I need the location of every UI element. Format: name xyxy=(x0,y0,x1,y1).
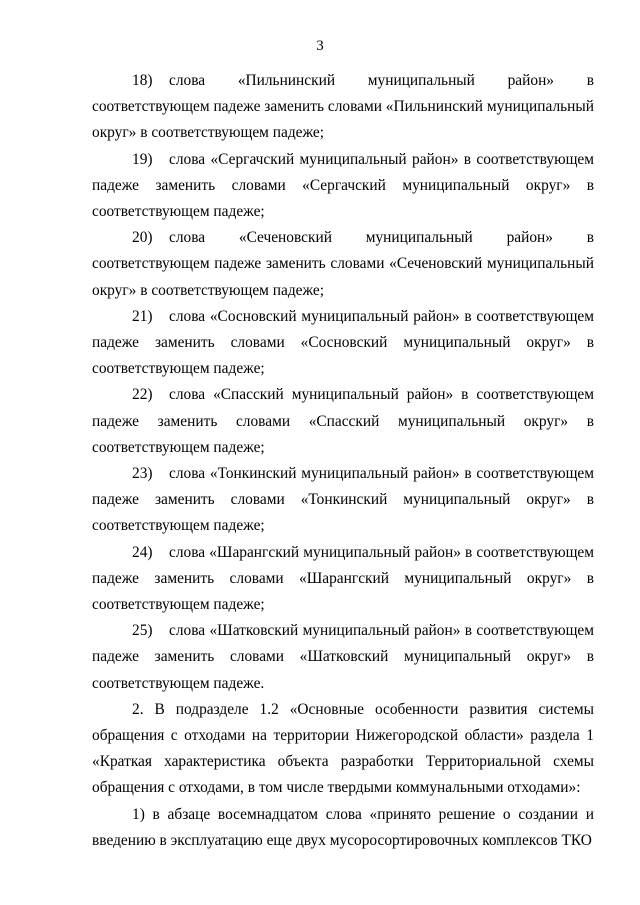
page-number: 3 xyxy=(316,38,324,54)
item-text: слова «Спасский муниципальный район» в соответствующем падеже заменить словами «Спасский муниципальный округ» в соответствующем падеже; xyxy=(92,386,594,456)
item-text: слова «Пильнинский муниципальный район» в соответствующем падеже заменить словами «Пильнинский муниципальный округ» в соответствующем падеже; xyxy=(92,72,594,142)
subitem-1-paragraph: 1) в абзаце восемнадцатом слова «принято решение о создании и введению в эксплуатацию еще двух мусоросортировочных комплексов ТКО xyxy=(92,805,594,849)
section-2-paragraph: 2. В подразделе 1.2 «Основные особенности развития системы обращения с отходами на территории Нижегородской области» раздела 1 «Краткая характеристика объекта разработки Территориальной схемы обращения с отходами, в том числе твердыми коммунальными отходами»: xyxy=(92,700,594,797)
item-number: 20) xyxy=(132,229,153,247)
list-item-24 xyxy=(92,540,594,619)
item-text: слова «Тонкинский муниципальный район» в соответствующем падеже заменить словами «Тонкинский муниципальный округ» в соответствующем падеже; xyxy=(92,465,594,535)
list-item-18 xyxy=(92,68,594,147)
item-number: 24) xyxy=(132,543,153,561)
item-number: 21) xyxy=(132,307,153,325)
item-number: 25) xyxy=(132,622,153,640)
item-text: слова «Шатковский муниципальный район» в соответствующем падеже заменить словами «Шатковский муниципальный округ» в соответствующем падеже. xyxy=(92,622,594,692)
item-text: слова «Сосновский муниципальный район» в соответствующем падеже заменить словами «Сосновский муниципальный округ» в соответствующем падеже; xyxy=(92,307,594,378)
item-number: 18) xyxy=(132,72,153,89)
item-number: 23) xyxy=(132,465,153,483)
list-item-20 xyxy=(92,225,594,304)
item-text: слова «Сеченовский муниципальный район» в соответствующем падеже заменить словами «Сеченовский муниципальный округ» в соответствующем падеже; xyxy=(92,229,594,299)
list-item-25 xyxy=(92,618,594,697)
document-body xyxy=(92,68,594,854)
item-text: слова «Шарангский муниципальный район» в соответствующем падеже заменить словами «Шарангский муниципальный округ» в соответствующем падеже; xyxy=(92,543,594,614)
item-number: 22) xyxy=(132,386,153,404)
list-item-23 xyxy=(92,461,594,540)
item-number: 19) xyxy=(132,150,153,168)
list-item-22 xyxy=(92,382,594,461)
list-item-19 xyxy=(92,147,594,226)
list-item-21 xyxy=(92,304,594,383)
item-text: слова «Сергачский муниципальный район» в соответствующем падеже заменить словами «Сергачский муниципальный округ» в соответствующем падеже; xyxy=(92,150,594,221)
